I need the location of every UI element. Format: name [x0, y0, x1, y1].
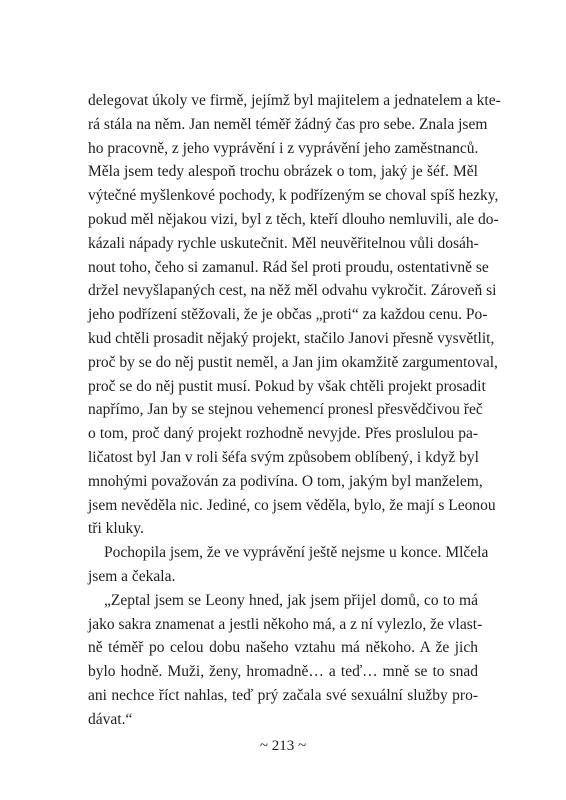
text-line: proč by se do něj pustit neměl, a Jan jim okamžitě zargumentoval, [88, 353, 498, 371]
text-line: pokud měl nějakou vizi, byl z těch, kteří dlouho nemluvili, ale do- [88, 210, 499, 228]
paragraph-1 [88, 89, 501, 541]
text-line: kud chtěli prosadit nějaký projekt, stačilo Janovi přesně vysvětlit, [88, 329, 495, 347]
page-number: ~ 213 ~ [259, 738, 307, 754]
text-line: jsem a čekala. [88, 567, 176, 585]
text-line: o tom, proč daný projekt rozhodně nevyjde. Přes proslulou pa- [88, 425, 478, 443]
text-line: proč se do něj pustit musí. Pokud by však chtěli projekt prosadit [88, 377, 486, 395]
text-line: mnohými považován za podivína. O tom, jakým byl manželem, [88, 472, 483, 490]
text-line: ani nechce říct nahlas, teď prý začala své sexuální služby pro- [88, 686, 478, 704]
text-line: jeho podřízení stěžovali, že je občas „proti“ za každou cenu. Po- [88, 306, 488, 324]
text-line: Pochopila jsem, že ve vyprávění ještě nejsme u konce. Mlčela [104, 544, 489, 562]
text-line: delegovat úkoly ve firmě, jejímž byl majitelem a jednatelem a kte- [88, 92, 501, 109]
text-line: ně téměř po celou dobu našeho vztahu má někoho. A že jich [88, 639, 478, 657]
text-line: nout toho, čeho si zamanul. Rád šel proti proudu, ostentativně se [88, 258, 489, 276]
text-line: ličatost byl Jan v roli šéfa svým způsobem oblíbený, i když byl [88, 448, 479, 466]
text-line: tři kluky. [88, 520, 144, 538]
text-line: kázali nápady rychle uskutečnit. Měl neuvěřitelnou vůli dosáh- [88, 234, 479, 252]
text-line: jsem nevěděla nic. Jediné, co jsem věděla, bylo, že mají s Leonou [88, 496, 496, 514]
text-line: bylo hodně. Muži, ženy, hromadně… a teď… mně se to snad [88, 663, 478, 681]
text-line: Měla jsem tedy alespoň trochu obrázek o tom, jaký je šéf. Měl [88, 163, 478, 181]
text-line: ho pracovně, z jeho vyprávění i z vyprávění jeho zaměstnanců. [88, 139, 479, 157]
text-line: „Zeptal jsem se Leony hned, jak jsem přijel domů, co to má [104, 591, 478, 609]
text-line: napřímo, Jan by se stejnou vehemencí pronesl přesvědčivou řeč [88, 401, 483, 419]
body-text [88, 89, 501, 732]
text-line: držel nevyšlapaných cest, na něž měl odvahu vykročit. Zároveň si [88, 282, 497, 300]
paragraph-2 [88, 541, 489, 589]
paragraph-3 [88, 589, 483, 732]
text-line: jako sakra znamenat a jestli někoho má, a z ní vylezlo, že vlast- [88, 615, 483, 633]
text-line: výtečné myšlenkové pochody, k podřízeným se choval spíš hezky, [88, 187, 499, 205]
text-line: rá stála na něm. Jan neměl téměř žádný čas pro sebe. Znala jsem [88, 115, 488, 133]
text-line: dávat.“ [88, 710, 133, 728]
